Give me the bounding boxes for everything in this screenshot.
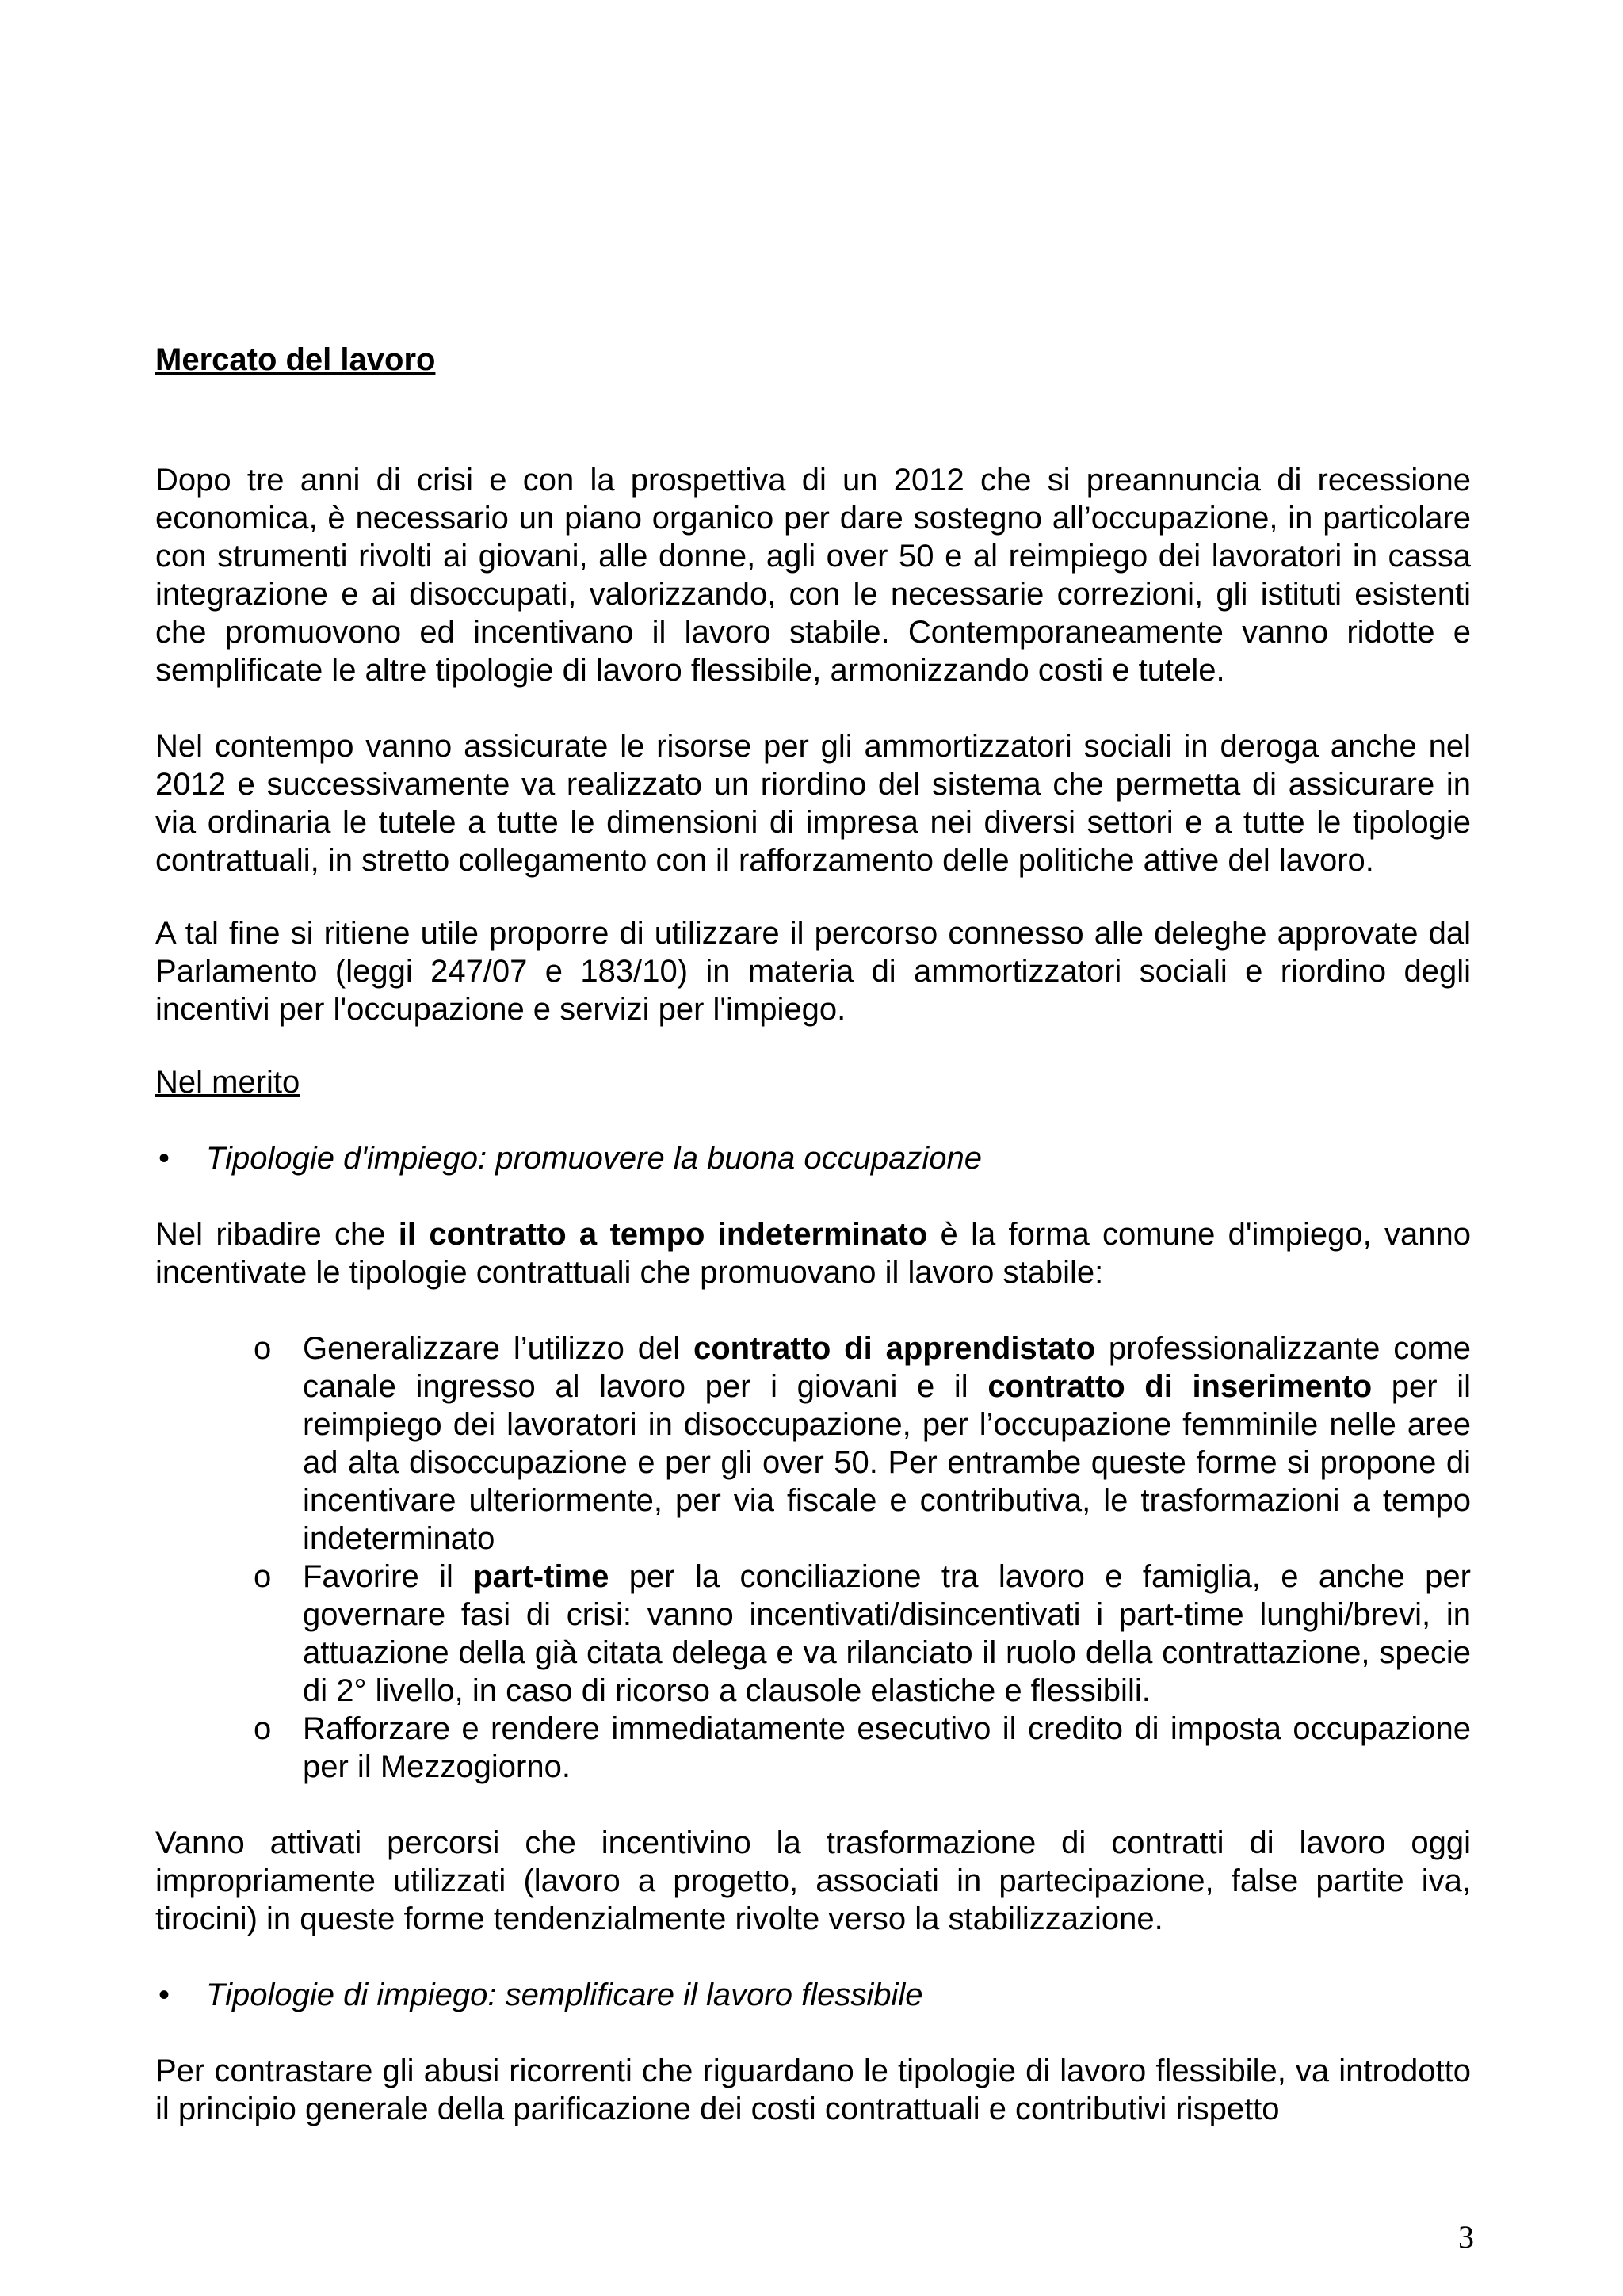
bullet-marker: • [158, 1978, 170, 2012]
subitem-marker: o [254, 1559, 272, 1594]
subitem-text: Favorire il part-time per la conciliazione tra lavoro e famiglia, e anche per governare fasi di crisi: vanno incentivati/disincentivati i part-time lunghi/brevi, in attuazione della già citata delega e va rilanciato il ruolo della contrattazione, specie di 2° livello, in caso di ricorso a clausole elastiche e flessibili. [303, 1559, 1471, 1708]
paragraph-ammortizzatori: Nel contempo vanno assicurate le risorse per gli ammortizzatori sociali in deroga anche nel 2012 e successivamente va realizzato un riordino del sistema che permetta di assicurare in via ordinaria le tutele a tutte le dimensioni di impresa nei diversi settori e a tutte le tipologie contrattuali, in stretto collegamento con il rafforzamento delle politiche attive del lavoro. [155, 729, 1471, 878]
paragraph-percorsi: Vanno attivati percorsi che incentivino la trasformazione di contratti di lavoro oggi impropriamente utilizzati (lavoro a progetto, associati in partecipazione, false partite iva, tirocini) in queste forme tendenzialmente rivolte verso la stabilizzazione. [155, 1825, 1471, 1936]
subitem-text: Generalizzare l’utilizzo del contratto di apprendistato professionalizzante come canale ingresso al lavoro per i giovani e il contratto di inserimento per il reimpiego dei lavoratori in disoccupazione, per l’occupazione femminile nelle aree ad alta disoccupazione e per gli over 50. Per entrambe queste forme si propone di incentivare ulteriormente, per via fiscale e contributiva, le trasformazioni a tempo indeterminato [303, 1331, 1472, 1556]
paragraph-abusi: Per contrastare gli abusi ricorrenti che riguardano le tipologie di lavoro flessibile, va introdotto il principio generale della parificazione dei costi contrattuali e contributivi rispetto [155, 2054, 1471, 2126]
bold-phrase: il contratto a tempo indeterminato [398, 1217, 928, 1252]
subitem-marker: o [254, 1331, 272, 1366]
subheading-nel-merito: Nel merito [155, 1065, 300, 1100]
subitem-text: Rafforzare e rendere immediatamente esecutivo il credito di imposta occupazione per il Mezzogiorno. [303, 1711, 1471, 1784]
page-number: 3 [1458, 2219, 1474, 2255]
paragraph-intro: Dopo tre anni di crisi e con la prospettiva di un 2012 che si preannuncia di recessione economica, è necessario un piano organico per dare sostegno all’occupazione, in particolare con strumenti rivolti ai giovani, alle donne, agli over 50 e al reimpiego dei lavoratori in cassa integrazione e ai disoccupati, valorizzando, con le necessarie correzioni, gli istituti esistenti che promuovono ed incentivano il lavoro stabile. Contemporaneamente vanno ridotte e semplificate le altre tipologie di lavoro flessibile, armonizzando costi e tutele. [155, 463, 1471, 688]
bullet-marker: • [158, 1141, 170, 1176]
section-title: Mercato del lavoro [155, 342, 436, 377]
subitem-marker: o [254, 1711, 272, 1746]
paragraph-deleghe: A tal fine si ritiene utile proporre di utilizzare il percorso connesso alle deleghe approvate dal Parlamento (leggi 247/07 e 183/10) in materia di ammortizzatori sociali e riordino degli incentivi per l'occupazione e servizi per l'impiego. [155, 916, 1471, 1027]
bullet-text: Tipologie d'impiego: promuovere la buona occupazione [206, 1141, 983, 1176]
bullet-text: Tipologie di impiego: semplificare il lavoro flessibile [206, 1978, 923, 2012]
paragraph-contratto-indeterminato: Nel ribadire che il contratto a tempo indeterminato è la forma comune d'impiego, vanno incentivate le tipologie contrattuali che promuovano il lavoro stabile: [155, 1217, 1472, 1290]
